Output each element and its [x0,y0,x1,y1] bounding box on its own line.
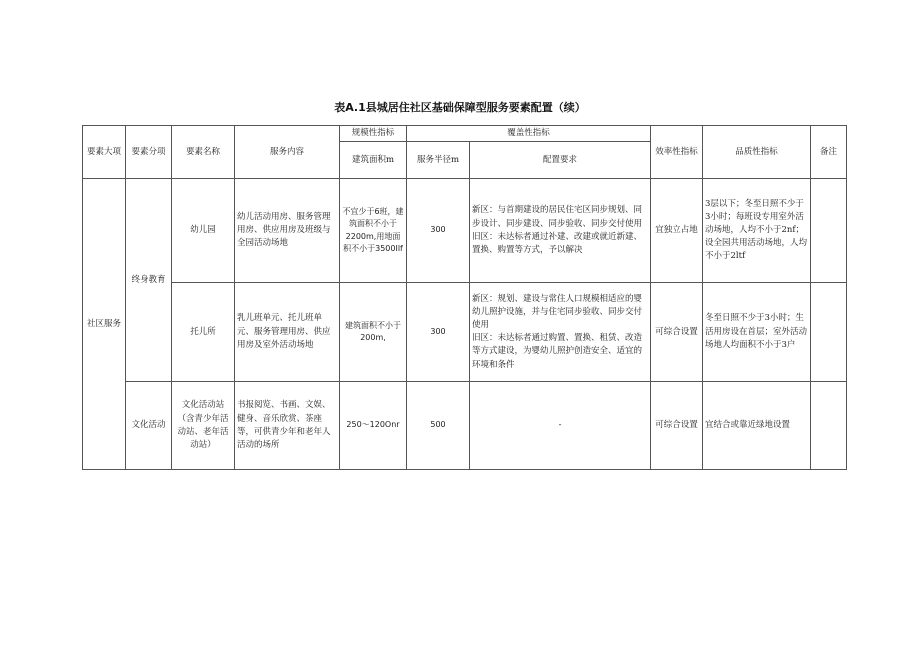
table-row [83,179,847,283]
remark-cell [811,382,847,470]
header-category: 要素大项 [83,126,126,179]
header-name: 要素名称 [172,126,235,179]
header-radius: 服务半径m [407,142,470,179]
quality-cell: 宜结合或靠近绿地设置 [703,382,811,470]
radius-cell: 500 [407,382,470,470]
table-title: 表A.1县城居住社区基础保障型服务要素配置（续） [334,101,586,114]
requirement-cell: - [470,382,651,470]
subcategory-cell: 终身教育 [126,179,172,382]
quality-cell: 3层以下；冬至日照不少于3小时；每班设专用室外活动场地，人均不小于2nf；设全园共用活动场地，人均不小于2ltf [703,179,811,283]
element-name-cell: 托儿所 [172,283,235,382]
header-subcategory: 要素分项 [126,126,172,179]
service-content-cell: 乳儿班单元、托儿班单元、服务管理用房、供应用房及室外活动场地 [235,283,340,382]
subcategory-cell: 文化活动 [126,382,172,470]
requirement-cell [470,179,651,283]
header-efficiency: 效率性指标 [651,126,703,179]
efficiency-cell: 宜独立占地 [651,179,703,283]
header-scale-group: 规模性指标 [340,126,407,142]
element-name-cell: 文化活动站（含青少年活动站、老年活动站） [172,382,235,470]
header-content: 服务内容 [235,126,340,179]
table-row [83,283,847,382]
category-cell: 社区服务 [83,179,126,470]
header-remark: 备注 [811,126,847,179]
requirement-old-area: 旧区：未达标者通过补建、改建或就近新建、置换、购置等方式，予以解决 [472,231,643,255]
service-element-table [82,125,847,470]
header-quality: 品质性指标 [703,126,811,179]
requirement-old-area: 旧区：未达标者通过购置、置换、租赁、改造等方式建设，为婴幼儿照护创造安全、适宜的环境和条件 [472,333,643,370]
requirement-cell [470,283,651,382]
header-row-1 [83,126,847,142]
remark-cell [811,179,847,283]
header-coverage-group: 覆盖性指标 [407,126,651,142]
service-content-cell: 书报阅览、书画、文娱、健身、音乐欣赏、茶座等，可供青少年和老年人活动的场所 [235,382,340,470]
radius-cell: 300 [407,283,470,382]
area-cell: 不宜少于6班，建筑面积不小于2200m,用地面积不小于3500Ilf [340,179,407,283]
area-cell: 建筑面积不小于200m, [340,283,407,382]
header-requirement: 配置要求 [470,142,651,179]
efficiency-cell: 可综合设置 [651,382,703,470]
requirement-new-area: 新区：规划、建设与常住人口规模相适应的婴幼儿照护设施，并与住宅同步验收、同步交付使用 [472,293,643,330]
requirement-new-area: 新区：与首期建设的居民住宅区同步规划、同步设计、同步建设、同步验收、同步交付使用 [472,205,643,229]
table-row [83,382,847,470]
element-name-cell: 幼儿园 [172,179,235,283]
header-area: 建筑面积m [340,142,407,179]
efficiency-cell: 可综合设置 [651,283,703,382]
area-cell: 250～120Onr [340,382,407,470]
remark-cell [811,283,847,382]
service-content-cell: 幼儿活动用房、服务管理用房、供应用房及班级与全园活动场地 [235,179,340,283]
quality-cell: 冬至日照不少于3小时；生活用房设在首层；室外活动场地人均面积不小于3户 [703,283,811,382]
radius-cell: 300 [407,179,470,283]
